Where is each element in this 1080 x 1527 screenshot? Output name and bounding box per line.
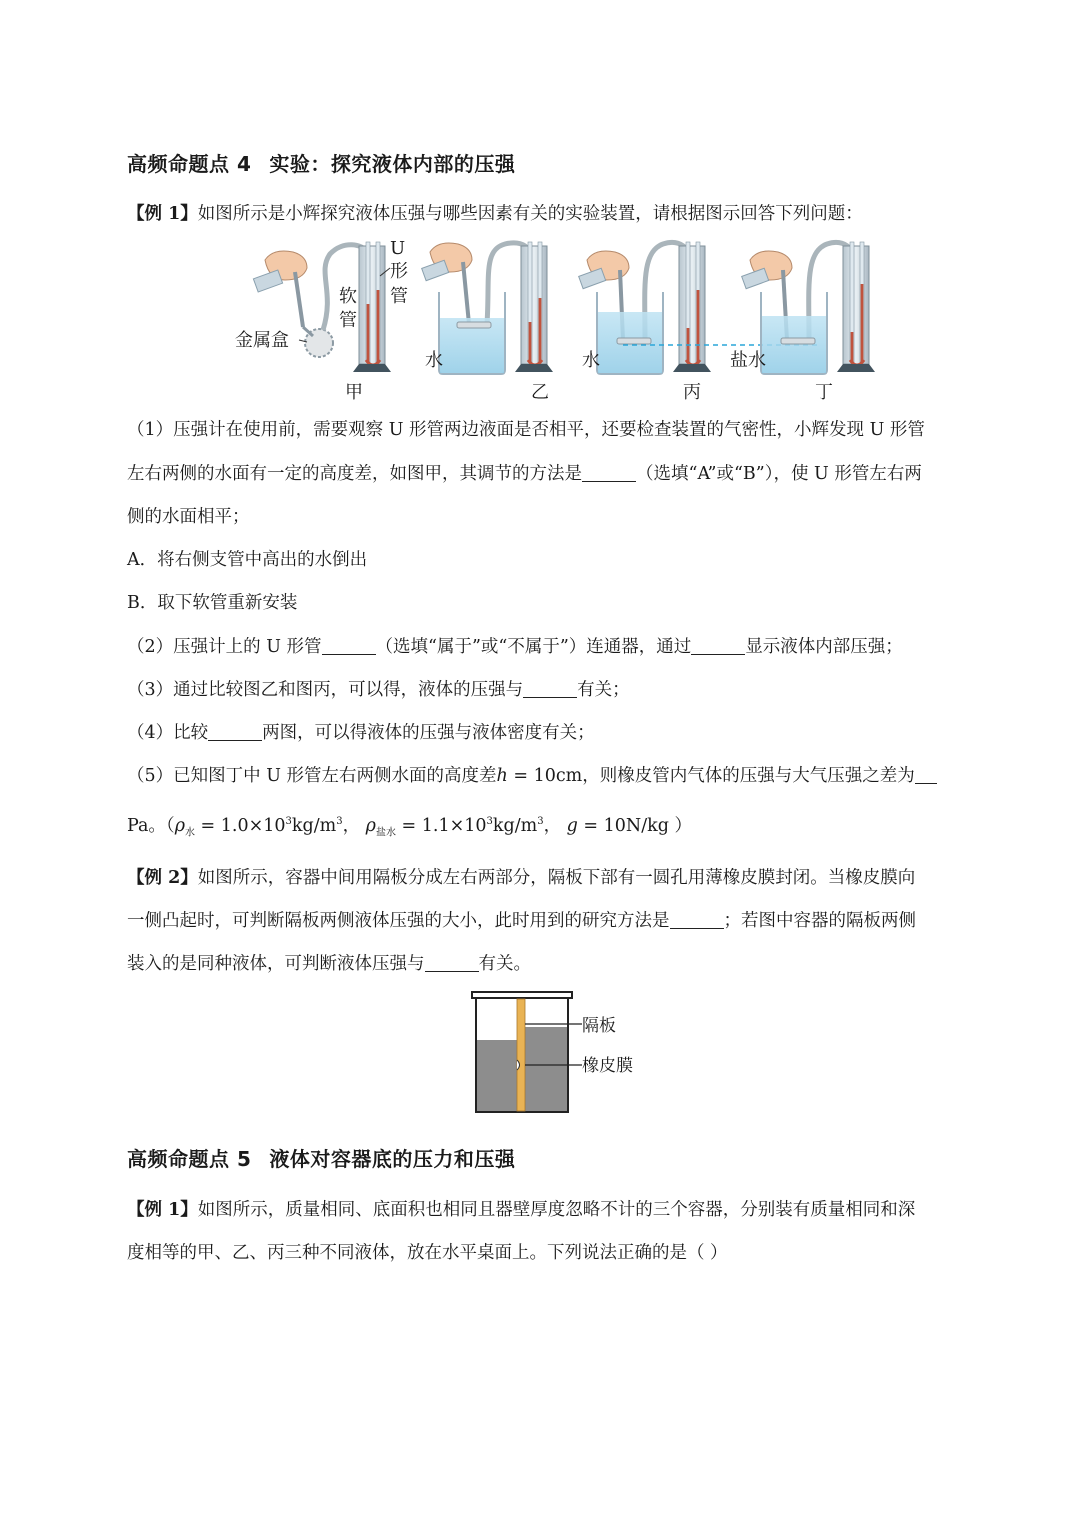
section-title: 实验：探究液体内部的压强 xyxy=(269,152,516,176)
liquid-right xyxy=(525,1027,567,1111)
subscript: 水 xyxy=(184,827,195,839)
text: 一侧凸起时，可判断隔板两侧液体压强的大小，此时用到的研究方法是 xyxy=(127,911,670,931)
text: 装入的是同种液体，可判断液体压强与 xyxy=(127,954,425,974)
text: = 10cm xyxy=(507,766,583,786)
var-h: h xyxy=(496,766,508,786)
q2 xyxy=(127,633,903,658)
text: Pa。（ xyxy=(127,816,175,836)
pressure-gauge-figure xyxy=(225,232,885,407)
metal-box-icon xyxy=(457,322,491,328)
setup-bing xyxy=(579,242,711,403)
text: （3）通过比较图乙和图丙，可以得，液体的压强与 xyxy=(127,680,524,700)
text: （选填“属于”或“不属于”）连通器，通过 xyxy=(375,637,692,657)
text: ，则橡皮管内气体的压强与大气压强之差为 xyxy=(582,766,915,786)
section-title: 液体对容器底的压力和压强 xyxy=(269,1147,516,1171)
text: = 10N/kg ） xyxy=(577,816,692,836)
g-symbol: g xyxy=(566,816,578,836)
answer-blank[interactable] xyxy=(523,680,577,699)
label-u: U xyxy=(390,238,406,259)
q1-line3: 侧的水面相平； xyxy=(127,507,250,527)
setup-ding xyxy=(730,242,875,403)
setup-jia xyxy=(235,238,408,403)
u-tube-board xyxy=(359,246,385,364)
q1-line1: （1）压强计在使用前，需要观察 U 形管两边液面是否相平，还要检查装置的气密性，小辉发现 U 形管 xyxy=(127,420,925,440)
text: ；若图中容器的隔板两侧 xyxy=(723,911,916,931)
example-3-line1 xyxy=(127,1196,915,1221)
answer-blank[interactable] xyxy=(322,637,376,656)
text: kg/m xyxy=(492,816,538,836)
example-2-line2 xyxy=(127,907,916,932)
partition-container-figure xyxy=(470,990,660,1116)
rho-symbol: ρ xyxy=(365,816,376,836)
label-guan: 管 xyxy=(390,286,408,307)
sleeve-icon xyxy=(253,270,282,292)
label-metal-box: 金属盒 xyxy=(235,330,289,351)
superscript: 3 xyxy=(336,816,343,828)
label-jia: 甲 xyxy=(345,382,363,403)
setup-yi xyxy=(422,242,553,403)
text: 如图所示，质量相同、底面积也相同且器壁厚度忽略不计的三个容器，分别装有质量相同和深 xyxy=(197,1200,916,1220)
example-2-line3 xyxy=(127,950,531,975)
section-heading-5 xyxy=(127,1143,515,1172)
text: 如图所示，容器中间用隔板分成左右两部分，隔板下部有一圆孔用薄橡皮膜封闭。当橡皮膜向 xyxy=(197,868,916,888)
text: = 1.0×10 xyxy=(194,816,286,836)
example-tag: 【例 1】 xyxy=(127,204,198,224)
example-tag: 【例 2】 xyxy=(127,868,198,888)
subscript: 盐水 xyxy=(375,827,396,839)
text: 显示液体内部压强； xyxy=(745,637,903,657)
section-heading-4 xyxy=(127,148,515,177)
answer-blank[interactable] xyxy=(582,464,636,483)
label-ding: 丁 xyxy=(815,382,833,403)
label-water-bing: 水 xyxy=(582,350,600,371)
superscript: 3 xyxy=(537,816,544,828)
answer-blank[interactable] xyxy=(915,766,937,785)
q1-line2 xyxy=(127,460,922,485)
superscript: 3 xyxy=(486,816,493,828)
answer-blank[interactable] xyxy=(208,723,262,742)
example-text: 如图所示是小辉探究液体压强与哪些因素有关的实验装置，请根据图示回答下列问题： xyxy=(197,204,863,224)
partition xyxy=(517,999,525,1111)
answer-blank[interactable] xyxy=(691,637,745,656)
label-yi: 乙 xyxy=(531,382,549,403)
liquid-left xyxy=(477,1040,517,1111)
label-bing: 丙 xyxy=(683,382,701,403)
label-ruan: 软 xyxy=(339,286,357,307)
label-membrane: 橡皮膜 xyxy=(582,1056,633,1076)
metal-box-icon xyxy=(781,338,815,344)
text: kg/m xyxy=(291,816,337,836)
text: 有关。 xyxy=(478,954,531,974)
example-2-line1 xyxy=(127,864,915,889)
label-guan2: 管 xyxy=(339,310,357,331)
probe-rod xyxy=(295,272,303,327)
example-1-intro xyxy=(127,200,863,225)
rho-symbol: ρ xyxy=(174,816,185,836)
text: 左右两侧的水面有一定的高度差，如图甲，其调节的方法是 xyxy=(127,464,582,484)
text: 两图，可以得液体的压强与液体密度有关； xyxy=(262,723,595,743)
label-xing: 形 xyxy=(390,261,408,282)
option-a: A．将右侧支管中高出的水倒出 xyxy=(127,550,368,570)
answer-blank[interactable] xyxy=(670,911,724,930)
text: （5）已知图丁中 U 形管左右两侧水面的高度差 xyxy=(127,766,497,786)
option-b: B．取下软管重新安装 xyxy=(127,593,298,613)
text: （4）比较 xyxy=(127,723,209,743)
liquid-left xyxy=(367,304,370,362)
example-3-line2: 度相等的甲、乙、丙三种不同液体，放在水平桌面上。下列说法正确的是（ ） xyxy=(127,1243,728,1263)
q5-line1 xyxy=(127,762,937,787)
example-tag: 【例 1】 xyxy=(127,1200,198,1220)
text: = 1.1×10 xyxy=(395,816,487,836)
q5-line2: Pa。（$\rho_水 = 1.0\times 10^3kg/m^3$， $\rho_{盐水} = 1.1\times 10^3kg/m^3$， g = 10N/kg ） xyxy=(127,816,692,839)
superscript: 3 xyxy=(285,816,292,828)
answer-blank[interactable] xyxy=(425,954,479,973)
section-number: 高频命题点 5 xyxy=(127,1147,252,1171)
q3 xyxy=(127,676,630,701)
q4 xyxy=(127,719,595,744)
stand-base xyxy=(353,364,391,372)
text: （2）压强计上的 U 形管 xyxy=(127,637,322,657)
text: 有关； xyxy=(577,680,630,700)
label-salt-water: 盐水 xyxy=(730,350,766,371)
liquid-right xyxy=(377,290,380,362)
metal-box-icon xyxy=(617,338,651,344)
text: （选填“A”或“B”），使 U 形管左右两 xyxy=(636,464,922,484)
label-partition: 隔板 xyxy=(582,1016,616,1036)
section-number: 高频命题点 4 xyxy=(127,152,252,176)
label-water-yi: 水 xyxy=(425,350,443,371)
